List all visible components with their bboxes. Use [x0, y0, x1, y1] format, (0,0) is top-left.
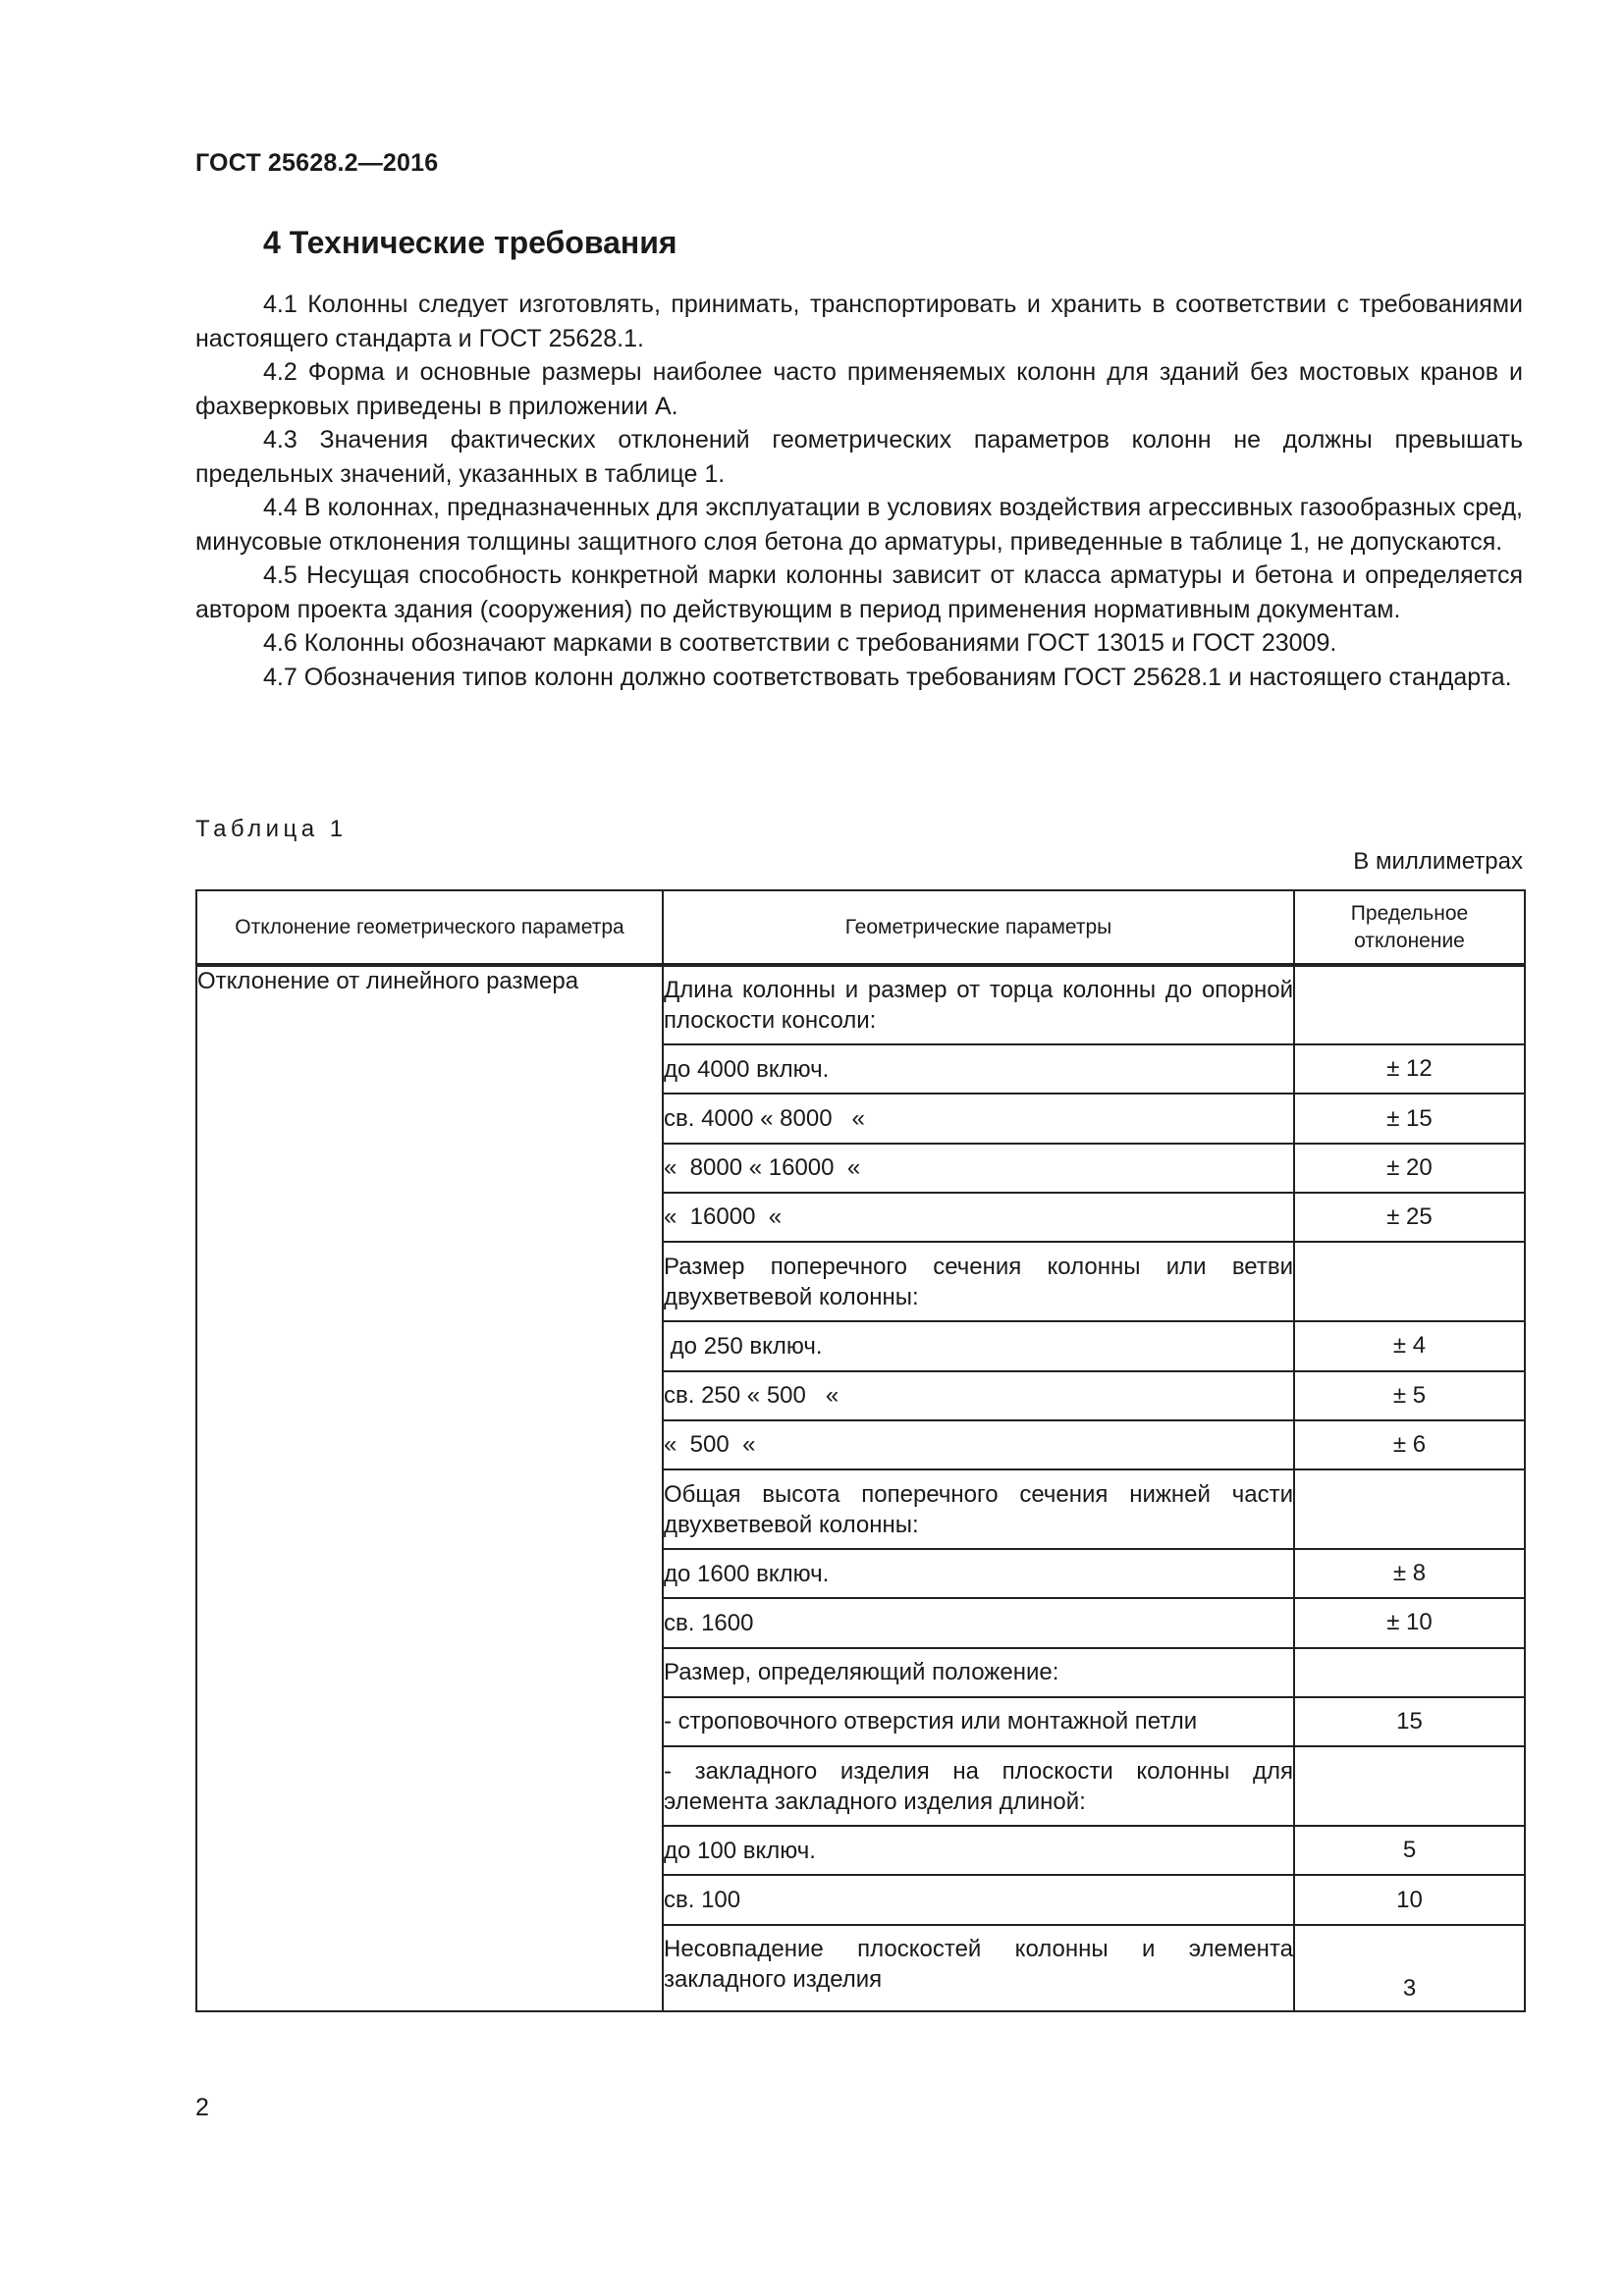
page-number: 2	[195, 2094, 209, 2121]
param-cell: Размер, определяющий положение:	[663, 1648, 1294, 1697]
paragraph-4-6: 4.6 Колонны обозначают марками в соответствии с требованиями ГОСТ 13015 и ГОСТ 23009.	[263, 629, 1337, 657]
param-cell: св. 1600	[663, 1598, 1294, 1647]
paragraph-4-2: 4.2 Форма и основные размеры наиболее часто применяемых колонн для зданий без мостовых кранов и фахверковых приведены в приложении А.	[195, 358, 1523, 420]
tolerance-cell: ± 25	[1294, 1193, 1525, 1242]
param-cell: « 500 «	[663, 1420, 1294, 1469]
table-header-row	[196, 890, 1525, 965]
tolerance-table	[195, 889, 1526, 2012]
header-tolerance	[1294, 890, 1525, 965]
param-cell: св. 100	[663, 1875, 1294, 1924]
paragraph-4-1: 4.1 Колонны следует изготовлять, принимать, транспортировать и хранить в соответствии с требованиями настоящего стандарта и ГОСТ 25628.1.	[195, 291, 1523, 352]
tolerance-cell: ± 4	[1294, 1321, 1525, 1370]
param-cell: « 16000 «	[663, 1193, 1294, 1242]
param-cell: св. 250 « 500 «	[663, 1371, 1294, 1420]
deviation-type-cell: Отклонение от линейного размера	[196, 965, 663, 2011]
param-cell: св. 4000 « 8000 «	[663, 1094, 1294, 1143]
table-row	[196, 965, 1525, 1044]
tolerance-cell: ± 6	[1294, 1420, 1525, 1469]
section-body	[195, 288, 1523, 694]
tolerance-cell: ± 10	[1294, 1598, 1525, 1647]
paragraph-4-3: 4.3 Значения фактических отклонений геометрических параметров колонн не должны превышать предельных значений, указанных в таблице 1.	[195, 426, 1523, 488]
tolerance-cell: ± 15	[1294, 1094, 1525, 1143]
paragraph-4-7: 4.7 Обозначения типов колонн должно соответствовать требованиям ГОСТ 25628.1 и настоящего стандарта.	[263, 663, 1512, 691]
tolerance-cell: 5	[1294, 1826, 1525, 1875]
paragraph-4-5: 4.5 Несущая способность конкретной марки колонны зависит от класса арматуры и бетона и определяется автором проекта здания (сооружения) по действующим в период применения нормативным документам.	[195, 561, 1523, 623]
tolerance-cell	[1294, 1469, 1525, 1549]
tolerance-cell: ± 12	[1294, 1044, 1525, 1094]
table-caption: Таблица 1	[195, 816, 348, 842]
header-tolerance-label: Предельное отклонение	[1350, 901, 1469, 952]
table-units-note: В миллиметрах	[1353, 848, 1523, 875]
param-cell: - строповочного отверстия или монтажной петли	[663, 1697, 1294, 1746]
tolerance-cell	[1294, 1746, 1525, 1826]
paragraph-4-4: 4.4 В колоннах, предназначенных для эксплуатации в условиях воздействия агрессивных газообразных сред, минусовые отклонения толщины защитного слоя бетона до арматуры, приведенные в таблице 1, не допускаются.	[195, 494, 1523, 556]
tolerance-cell	[1294, 1648, 1525, 1697]
header-parameters: Геометрические параметры	[663, 890, 1294, 965]
tolerance-cell: ± 20	[1294, 1144, 1525, 1193]
header-deviation: Отклонение геометрического параметра	[196, 890, 663, 965]
section-title: 4 Технические требования	[263, 225, 677, 260]
param-cell: Длина колонны и размер от торца колонны до опорной плоскости консоли:	[663, 965, 1294, 1044]
tolerance-cell	[1294, 965, 1525, 1044]
document-header: ГОСТ 25628.2—2016	[195, 149, 439, 177]
tolerance-cell: 10	[1294, 1875, 1525, 1924]
tolerance-cell	[1294, 1242, 1525, 1321]
tolerance-cell: ± 5	[1294, 1371, 1525, 1420]
param-cell: Несовпадение плоскостей колонны и элемента закладного изделия	[663, 1925, 1294, 2011]
param-cell: Размер поперечного сечения колонны или ветви двухветвевой колонны:	[663, 1242, 1294, 1321]
tolerance-cell: 15	[1294, 1697, 1525, 1746]
tolerance-cell: ± 8	[1294, 1549, 1525, 1598]
param-cell: до 4000 включ.	[663, 1044, 1294, 1094]
param-cell: до 250 включ.	[663, 1321, 1294, 1370]
param-cell: - закладного изделия на плоскости колонны для элемента закладного изделия длиной:	[663, 1746, 1294, 1826]
param-cell: до 1600 включ.	[663, 1549, 1294, 1598]
param-cell: Общая высота поперечного сечения нижней части двухветвевой колонны:	[663, 1469, 1294, 1549]
tolerance-cell: 3	[1294, 1925, 1525, 2011]
param-cell: « 8000 « 16000 «	[663, 1144, 1294, 1193]
param-cell: до 100 включ.	[663, 1826, 1294, 1875]
